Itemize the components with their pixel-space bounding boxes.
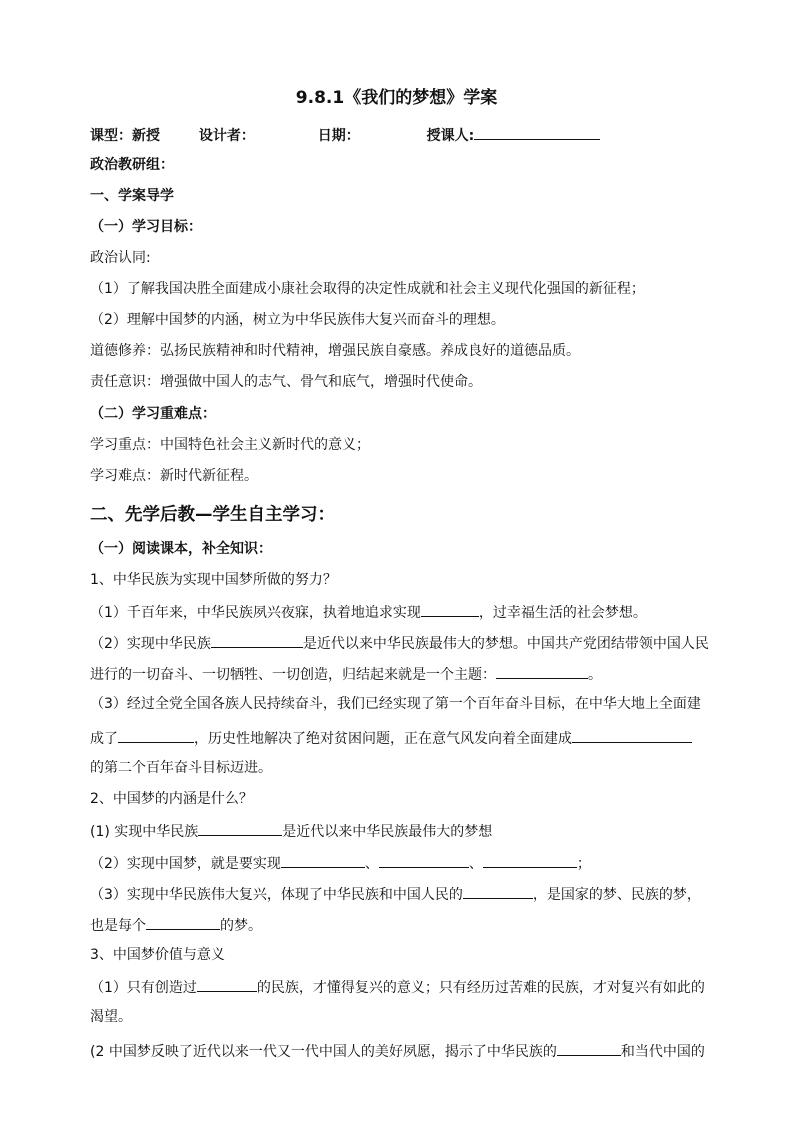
q1-item-3-cont: 成了 ，历史性地解决了绝对贫困问题，正在意气风发向着全面建成 [90,727,692,749]
section-1-1-heading: （一）学习目标： [90,219,202,235]
q2-2-blank-1[interactable] [281,852,365,868]
designer-label: 设计者： [198,128,255,144]
q1-2-blank-2[interactable] [496,663,588,679]
q2-3-blank-1[interactable] [463,883,533,899]
difficult-point: 学习难点：新时代新征程。 [90,468,258,484]
section-1-heading: 一、学案导学 [90,188,174,204]
q1-2-blank-1[interactable] [211,632,303,648]
q2-3-blank-2[interactable] [146,914,220,930]
q3-item-2: (2 中国梦反映了近代以来一代又一代中国人的美好夙愿，揭示了中华民族的 和当代中国的 [90,1040,705,1062]
q3-2-blank[interactable] [557,1040,621,1056]
q2-item-2: （2）实现中国梦，就是要实现 、 、 ； [90,852,591,874]
document-title: 9.8.1《我们的梦想》学案 [295,88,498,108]
moral-cultivation: 道德修养：弘扬民族精神和时代精神，增强民族自豪感。养成良好的道德品质。 [90,343,580,359]
group-label: 政治教研组： [90,157,174,173]
political-identity: 政治认同: [90,250,151,266]
q2-1-blank[interactable] [198,820,282,836]
key-point: 学习重点：中国特色社会主义新时代的意义； [90,437,370,453]
goal-2: （2）理解中国梦的内涵，树立为中华民族伟大复兴而奋斗的理想。 [90,312,505,328]
section-2-1-heading: （一）阅读课本，补全知识： [90,541,272,557]
question-1: 1、中华民族为实现中国梦所做的努力？ [90,572,337,588]
q1-1-blank[interactable] [421,601,479,617]
q1-item-2: （2）实现中华民族 是近代以来中华民族最伟大的梦想。中国共产党团结带领中国人民 [90,632,709,654]
q2-item-3: （3）实现中华民族伟大复兴，体现了中华民族和中国人民的 ，是国家的梦、民族的梦， [90,883,701,905]
q2-item-1: (1) 实现中华民族 是近代以来中华民族最伟大的梦想 [90,820,492,842]
section-2-heading: 二、先学后教—学生自主学习： [90,505,335,525]
goal-1: （1）了解我国决胜全面建成小康社会取得的决定性成就和社会主义现代化强国的新征程； [90,281,645,297]
q3-1-blank[interactable] [197,976,257,992]
q1-3-blank-2[interactable] [572,727,692,743]
q2-2-blank-2[interactable] [379,852,469,868]
q1-item-2-cont: 进行的一切奋斗、一切牺牲、一切创造，归结起来就是一个主题： 。 [90,663,602,685]
question-2: 2、中国梦的内涵是什么？ [90,791,253,807]
q1-item-3: （3）经过全党全国各族人民持续奋斗，我们已经实现了第一个百年奋斗目标，在中华大地上全面建 [90,696,701,712]
q1-item-3-end: 的第二个百年奋斗目标迈进。 [90,760,272,776]
q2-item-3-cont: 也是每个 的梦。 [90,914,262,936]
course-type: 课型：新授 [90,128,160,144]
q3-item-1-cont: 渴望。 [90,1009,132,1025]
q1-item-1: （1）千百年来，中华民族夙兴夜寐，执着地追求实现 ，过幸福生活的社会梦想。 [90,601,647,623]
teacher-label: 授课人: [426,128,475,144]
question-3: 3、中国梦价值与意义 [90,947,225,963]
q1-3-blank-1[interactable] [118,727,194,743]
responsibility: 责任意识：增强做中国人的志气、骨气和底气，增强时代使命。 [90,374,482,390]
q2-2-blank-3[interactable] [483,852,577,868]
q3-item-1: （1）只有创造过 的民族，才懂得复兴的意义；只有经历过苦难的民族，才对复兴有如此的 [90,976,705,998]
meta-row [90,124,600,146]
teacher-blank[interactable] [474,124,600,140]
section-1-2-heading: （二）学习重难点： [90,406,216,422]
date-label: 日期： [317,128,360,144]
